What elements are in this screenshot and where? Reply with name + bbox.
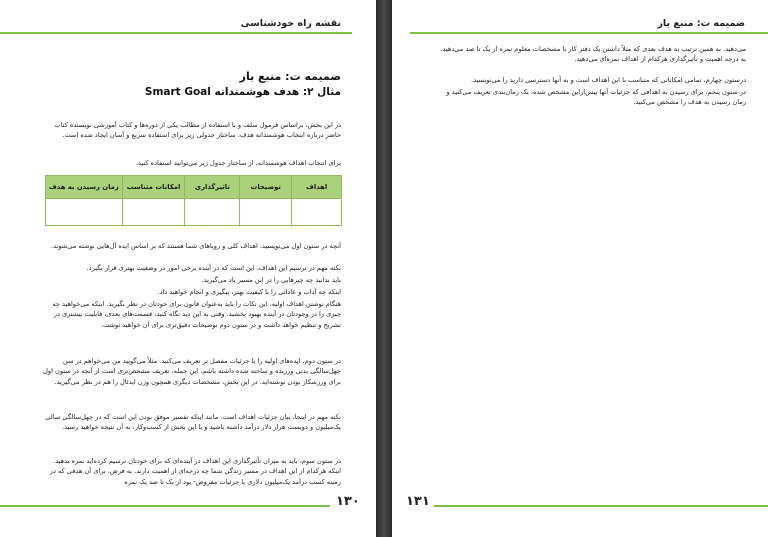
table-cell [46, 199, 123, 226]
table-cell [185, 199, 240, 226]
smart-goal-table [45, 175, 342, 226]
paragraph: آنچه در ستون اول می‌نویسید، اهداف کلی و رویاهای شما هستند که بر اساس ایده آل‌هایی نوشته می‌شوند. [50, 242, 341, 250]
running-title: ضمیمه ت: منبع باز [657, 18, 745, 29]
table-header-row [46, 176, 342, 199]
table-header-cell: توضیحات [240, 176, 292, 199]
table-header-cell: تاثیرگذاری [185, 176, 240, 199]
example-heading: مثال ۲: هدف هوشمندانه Smart Goal [144, 86, 341, 98]
footer-rule [434, 505, 768, 507]
appendix-heading: ضمیمه ت: منبع باز [239, 70, 341, 83]
paragraph: نکته مهم در ترسیم این اهداف، این است که در آینده برخی امور در وضعیت بهتری قرار بگیرد. [86, 264, 341, 272]
table-cell [122, 199, 185, 226]
table-header-cell: زمان رسیدن به هدف [46, 176, 123, 199]
table-intro: برای انتخاب اهداف هوشمندانه، از ساختار جدول زیر می‌توانید استفاده کنید. [135, 159, 341, 167]
paragraph: در ستون پنجم، برای رسیدن به اهدافی که جزئیات آنها پیش‌ازاین مشخص شده، یک زمان‌بندی تعریف می‌کنید و زمان رسیدن به هدف را مشخص می‌کنید. [446, 88, 746, 107]
right-page [392, 0, 768, 537]
table-cell [240, 199, 292, 226]
page-number: ۱۳۰ [336, 494, 360, 509]
book-spine [376, 0, 392, 537]
paragraph: باید بدانید چه چیزهایی را در این مسیر یاد می‌گیرید. [201, 276, 341, 284]
footer-rule [0, 505, 330, 507]
table-row [46, 199, 342, 226]
intro-paragraph: در این بخش، براساس فرمول سلف و با استفاده از مطالب یکی از دوره‌ها و کتاب آموزشی نویسنده کتاب حاضر درباره انتخاب هوشمندانه هدف، ساختار جدولی زیر برای استفاده سریع و آسان ایجاد شده است. [54, 121, 341, 140]
paragraph: در ستون دوم، ایده‌های اولیه را با جزئیات مفصل تر تعریف می‌کنید. مثلاً می‌گویید من می‌خواهم در سن چهل‌سالگی بدنی ورزیده و ساخته شده داشته باشم. این جمله، تعریف مشخص‌تری است از آنچه در ستون اول برای ورزشکار بودن نوشته‌اید. در این بخش، مشخصات دیگری همچون وزن ایدئال را هم در نظر می‌گیرید. [43, 357, 341, 386]
table-header-cell: اهداف [292, 176, 342, 199]
header-rule [410, 32, 768, 34]
left-page [0, 0, 376, 537]
table-cell [292, 199, 342, 226]
paragraph: می‌دهید. به همین ترتیب به هدف بعدی که مثلاً داشتن یک دفتر کار با مشخصات معلوم نمره از یک تا صد می‌دهید. به درجه اهمیت و تأثیرگذاری هرکدام از اهداف نمره‌ای می‌دهید. [440, 45, 746, 64]
header-rule [0, 32, 352, 34]
paragraph: هنگام نوشتن اهداف اولیه، این نکات را باید به‌عنوان قانون برای خودتان در نظر بگیرید. اینکه می‌خواهید چه چیزی را در وجودتان در آینده بهبود بخشید. وقتی به این دید نگاه کنید، قسمت‌های بعدی، قابلیت بیشتری در تشریح و تنظیم خواهد داشت و در ستون دوم توضیحات دقیق‌تری برای آن خواهید نوشت. [52, 300, 341, 329]
page-number: ۱۳۱ [406, 494, 430, 509]
table-header-cell: امکانات متناسب [122, 176, 185, 199]
paragraph: درستون چهارم، تمامی امکاناتی که متناسب با این اهداف است و به آنها دسترسی دارید را می‌نویسید. [471, 76, 746, 84]
running-title: نقشه راه خودشناسی [240, 18, 341, 29]
paragraph: اینکه چه آداب و عاداتی را با کیفیت بهتر، پیگیری و انجام خواهید داد. [157, 288, 341, 296]
paragraph: نکته مهم در اینجا، بیان جزئیات اهداف است. مانند اینکه تفسیر موفق بودن این است که در چهل‌سالگی سالی یک‌میلیون و دویست هزار دلار درآمد داشته باشید و یا این بخش از کسب‌وکار، به آن نتیجه خواهید رسید. [45, 413, 341, 432]
paragraph: در ستون سوم، باید به میزان تأثیرگذاری این اهداف در آینده‌ای که برای خودتان ترسیم کرده‌اید نمره بدهید. اینکه هرکدام از این اهداف در مسیر زندگی شما چه درجه‌ای از اهمیت دارند. به فرض، برای آن هدفی که در زمینه کسب درآمد یک‌میلیون دلاری یا جزئیات مفروض- بود از یک تا صد یک نمره [49, 457, 341, 486]
